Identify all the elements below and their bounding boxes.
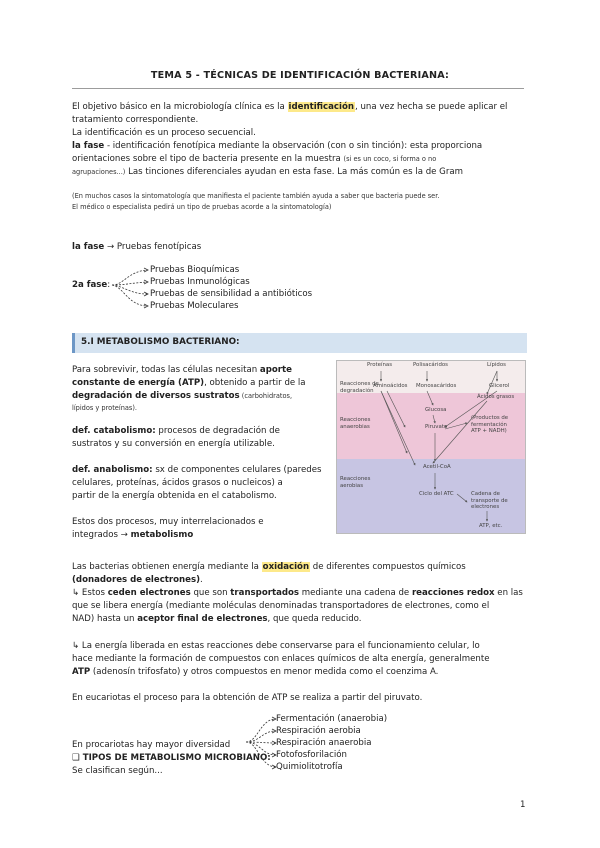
metabolism-type: Fermentación (anaerobia): [276, 714, 388, 724]
diagram-label-reacciones-degradacion: Reacciones de degradación: [340, 381, 379, 394]
phase-2-label: 2a fase:: [72, 280, 111, 290]
phase-2-item: Pruebas Inmunológicas: [150, 277, 250, 287]
body-line: ATP (adenosín trifosfato) y otros compuestos en menor medida como el coenzima A.: [72, 667, 439, 677]
body-line: que se libera energía (mediante moléculas denominadas transportadores de electrones, como el: [72, 601, 490, 611]
body-line: Se clasifican según...: [72, 766, 163, 776]
intro-line-1: El objetivo básico en la microbiología clínica es la identificación, una vez hecha se puede aplicar el: [72, 102, 508, 112]
diagram-label-atp: ATP, etc.: [479, 523, 503, 529]
intro-line-6: agrupaciones...) Las tinciones diferenciales ayudan en esta fase. La más común es la de Gram: [72, 167, 463, 177]
intro-line-5: orientaciones sobre el tipo de bacteria presente en la muestra (si es un coco, si forma o no: [72, 154, 437, 164]
def-catabolismo: def. catabolismo: procesos de degradación de: [72, 426, 280, 436]
metabolism-type: Respiración aerobia: [276, 726, 361, 736]
section-title: 5.I METABOLISMO BACTERIANO:: [81, 337, 240, 347]
phase-1: la fase → Pruebas fenotípicas: [72, 242, 202, 252]
phase-2-item: Pruebas Bioquímicas: [150, 265, 240, 275]
metabolism-type: Respiración anaerobia: [276, 738, 372, 748]
metabolism-type: Fotofosforilación: [276, 750, 347, 760]
diagram-label-acetil-coa: Acetil-CoA: [423, 464, 451, 470]
body-line: ↳ La energía liberada en estas reacciones debe conservarse para el funcionamiento celular, lo: [72, 641, 480, 651]
body-line: hace mediante la formación de compuestos con enlaces químicos de alta energía, generalmente: [72, 654, 490, 664]
diagram-label-monosacaridos: Monosacáridos: [416, 383, 457, 389]
note-line-1: (En muchos casos la sintomatología que manifiesta el paciente también ayuda a saber que bacteria puede ser.: [72, 192, 440, 200]
left-line: Para sobrevivir, todas las células necesitan aporte: [72, 365, 292, 375]
body-line: En eucariotas el proceso para la obtención de ATP se realiza a partir del piruvato.: [72, 693, 423, 703]
diagram-label-productos: (Productos de fermentación ATP + NADH): [471, 415, 509, 434]
body-line: NAD) hasta un aceptor final de electrones, que queda reducido.: [72, 614, 362, 624]
identificacion-highlight: identificación: [288, 102, 354, 112]
diagram-label-acidos-grasos: Ácidos grasos: [477, 394, 515, 400]
phase-2-item: Pruebas Moleculares: [150, 301, 239, 311]
diagram-label-reacciones-anaerobias: Reacciones anaerobias: [340, 417, 371, 430]
diagram-label-lipidos: Lípidos: [487, 362, 506, 368]
note-line-2: El médico o especialista pedirá un tipo de pruebas acorde a la sintomatología): [72, 203, 332, 211]
left-line: lípidos y proteínas).: [72, 404, 138, 412]
body-line: En procariotas hay mayor diversidad: [72, 740, 231, 750]
diagram-label-proteinas: Proteínas: [367, 362, 393, 368]
intro-line-4: la fase - identificación fenotípica mediante la observación (con o sin tinción): esta proporciona: [72, 141, 483, 151]
diagram-label-reacciones-aerobias: Reacciones aerobias: [340, 476, 371, 489]
left-line: Estos dos procesos, muy interrelacionados e: [72, 517, 264, 527]
left-line: celulares, proteínas, ácidos grasos o nucleicos) a: [72, 478, 283, 488]
diagram-label-aminoacidos: Aminoácidos: [373, 383, 408, 389]
body-line: (donadores de electrones).: [72, 575, 203, 585]
intro-line-2: tratamiento correspondiente.: [72, 115, 199, 125]
phase-2-item: Pruebas de sensibilidad a antibióticos: [150, 289, 313, 299]
types-brace: [244, 712, 280, 772]
diagram-label-cadena-transporte: Cadena de transporte de electrones: [471, 491, 508, 510]
left-line: degradación de diversos sustratos (carbohidratos,: [72, 391, 293, 401]
diagram-label-glicerol: Glicerol: [489, 383, 510, 389]
body-line: Las bacterias obtienen energía mediante la oxidación de diferentes compuestos químicos: [72, 562, 466, 572]
section-header: [72, 333, 527, 353]
left-line: constante de energía (ATP), obtenido a partir de la: [72, 378, 306, 388]
def-anabolismo: def. anabolismo: sx de componentes celulares (paredes: [72, 465, 322, 475]
title-divider: [72, 88, 524, 89]
metabolism-diagram: [336, 360, 526, 534]
left-line: integrados → metabolismo: [72, 530, 194, 540]
diagram-label-ciclo-atc: Ciclo del ATC: [419, 491, 454, 497]
metabolism-type: Quimiolitotrofía: [276, 762, 343, 772]
checkbox-icon: ❑: [72, 753, 80, 763]
phase-2-brace: [110, 265, 152, 315]
intro-line-3: La identificación es un proceso secuencial.: [72, 128, 256, 138]
diagram-label-polisacaridos: Polisacáridos: [413, 362, 448, 368]
left-line: partir de la energía obtenida en el catabolismo.: [72, 491, 277, 501]
diagram-label-glucosa: Glucosa: [425, 407, 447, 413]
page-number: 1: [520, 800, 526, 810]
types-heading: ❑ TIPOS DE METABOLISMO MICROBIANO:: [72, 753, 271, 763]
body-line: ↳ Estos ceden electrones que son transportados mediante una cadena de reacciones redox en las: [72, 588, 523, 598]
page-title: TEMA 5 - TÉCNICAS DE IDENTIFICACIÓN BACTERIANA:: [150, 70, 450, 81]
left-line: sustratos y su conversión en energía utilizable.: [72, 439, 275, 449]
diagram-label-piruvato: Piruvato: [425, 424, 448, 430]
